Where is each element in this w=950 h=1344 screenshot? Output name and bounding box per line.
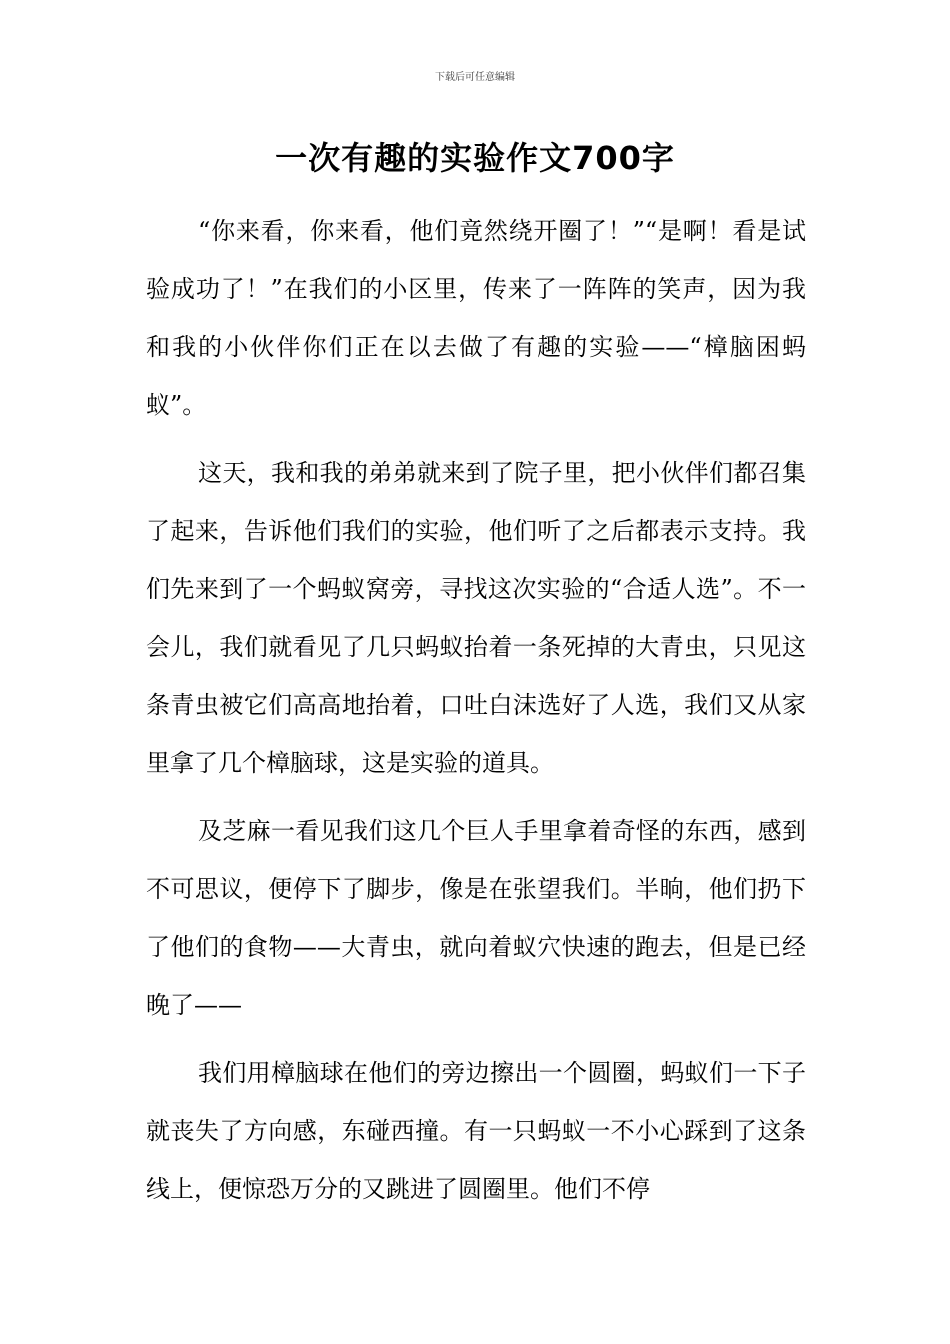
document-body (146, 202, 806, 1228)
paragraph-1: “你来看，你来看，他们竟然绕开圈了！”“是啊！看是试验成功了！”在我们的小区里，传来了一阵阵的笑声，因为我和我的小伙伴你们正在以去做了有趣的实验——“樟脑困蚂蚁”。 (146, 217, 806, 419)
document-title: 一次有趣的实验作文700字 (275, 139, 675, 177)
paragraph-2: 这天，我和我的弟弟就来到了院子里，把小伙伴们都召集了起来，告诉他们我们的实验，他们听了之后都表示支持。我们先来到了一个蚂蚁窝旁，寻找这次实验的“合适人选”。不一会儿，我们就看见了几只蚂蚁抬着一条死掉的大青虫，只见这条青虫被它们高高地抬着，口吐白沫选好了人选，我们又从家里拿了几个樟脑球，这是实验的道具。 (146, 459, 806, 777)
paragraph-3: 及芝麻一看见我们这几个巨人手里拿着奇怪的东西，感到不可思议，便停下了脚步，像是在张望我们。半晌，他们扔下了他们的食物——大青虫，就向着蚁穴快速的跑去，但是已经晚了—— (146, 817, 806, 1019)
paragraph-4: 我们用樟脑球在他们的旁边擦出一个圆圈，蚂蚁们一下子就丧失了方向感，东碰西撞。有一只蚂蚁一不小心踩到了这条线上，便惊恐万分的又跳进了圆圈里。他们不停 (146, 1059, 806, 1203)
header-note: 下载后可任意编辑 (435, 72, 515, 83)
